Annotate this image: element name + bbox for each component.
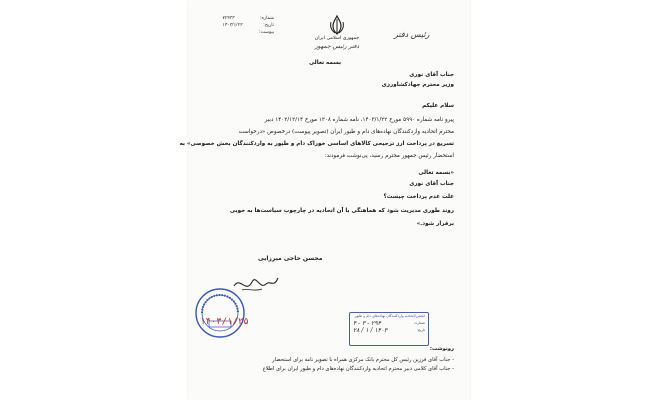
quote-line: روند طوری مدیریت شود که هماهنگی با آن اتحادیه در چارچوب سیاست‌ها به خوبی — [229, 208, 454, 214]
cc-line: - جناب آقای فرزین رئیس کل محترم بانک مرکزی همراه با تصویر نامه برای استحضار — [272, 357, 454, 363]
signatory-name: محسن حاجی میرزایی — [258, 255, 323, 262]
iran-emblem-icon — [327, 14, 347, 36]
official-stamp — [194, 287, 246, 339]
reg-number-value: ۲۹۴ - ۳ - ۴ — [353, 320, 381, 327]
cc-title: رونوشت: — [429, 346, 454, 352]
reg-org-line: انجمن/اتحادیه واردکنندگان نهاده‌های دام و طیور — [354, 314, 425, 318]
body-line: تسریع در پرداخت ارز ترجیحی کالاهای اساسی خوراک دام و طیور به واردکنندگان بخش خصوصی» به — [179, 141, 454, 147]
reg-number-row — [350, 319, 428, 326]
meta-number: شماره: ۷۲۹۳۲ — [222, 16, 274, 21]
cc-line: - جناب آقای کلامی دبیر محترم اتحادیه واردکنندگان نهاده‌های دام و طیور ایران برای اطلاع — [262, 366, 454, 372]
body-line: استحضار رئیس جمهور محترم رسید، پی‌نوشت فرمودند: — [324, 153, 454, 159]
handwritten-note: رئیس دفتر — [394, 30, 430, 39]
stamp-date: ۱۴۰۳/۱/۲۵ — [200, 317, 249, 327]
reg-date-value: ۱۴۰۳ / ۱ / ۲۸ — [353, 327, 388, 334]
quote-basmala: «بسمه تعالی — [418, 170, 454, 176]
header-office-line: دفتر رئیس جمهور — [314, 43, 360, 50]
reg-date-label: تاریخ: — [416, 328, 425, 332]
recipient-title: وزیر محترم جهادکشاورزی — [381, 82, 454, 88]
basmala: بسمه تعالی — [308, 60, 341, 66]
recipient-name: جناب آقای نوری — [409, 72, 454, 78]
body-line: پیرو نامه شماره ۵۹۹۰ مورخ ۱۴۰۳/۱/۲۲، نامه شماره ۱۲۰۸ مورخ ۱۴۰۲/۱۲/۱۴ دبیر — [264, 117, 454, 123]
meta-date: تاریخ: ۱۴۰۳/۱/۲۲ — [222, 23, 274, 28]
quote-recipient: جناب آقای نوری — [409, 181, 454, 187]
greeting: سلام علیکم — [422, 103, 454, 109]
reg-date-row — [350, 326, 428, 333]
quote-question: علت عدم پرداخت چیست؟ — [383, 194, 454, 200]
body-line: محترم اتحادیه واردکنندگان نهاده‌های دام و طیور ایران (تصویر پیوست) درخصوص «درخواست — [238, 129, 454, 135]
reg-number-label: شماره: — [413, 321, 425, 325]
header-country-line: جمهوری اسلامی ایران — [314, 36, 360, 41]
quote-end: برقرار شود.» — [416, 221, 454, 227]
meta-attachment: پیوست: — [259, 30, 274, 35]
registration-stamp — [349, 312, 429, 346]
